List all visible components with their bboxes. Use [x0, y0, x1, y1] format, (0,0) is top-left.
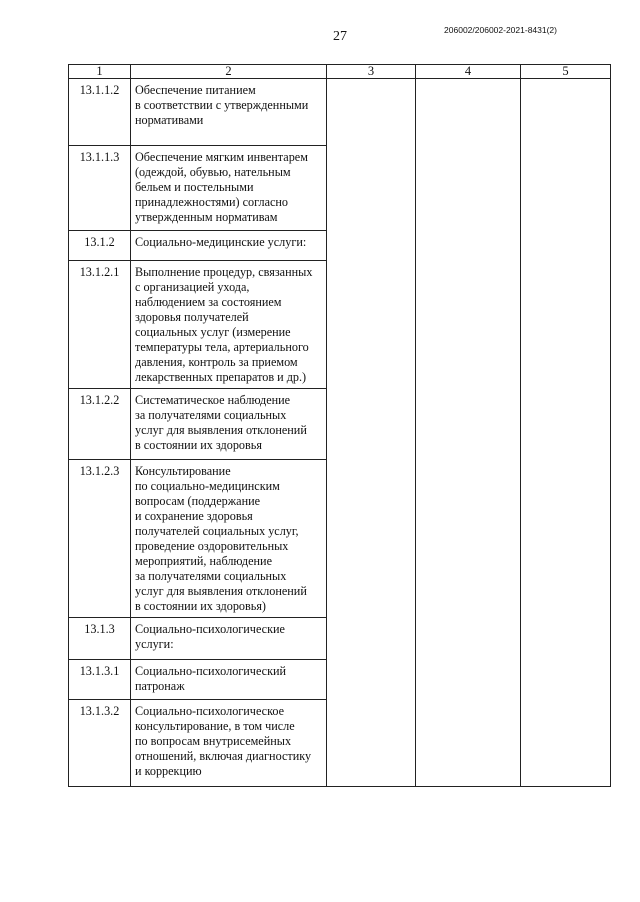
page-number: 27	[333, 29, 347, 44]
column-header: 1	[69, 65, 131, 79]
row-code: 13.1.2	[69, 231, 131, 261]
row-code: 13.1.3.1	[69, 660, 131, 700]
row-description: Социально-психологическое консультирование, в том числе по вопросам внутрисемейных отношений, включая диагностику и коррекцию	[131, 700, 327, 787]
table-header-row	[69, 65, 611, 79]
row-description: Социально-психологический патронаж	[131, 660, 327, 700]
row-description: Обеспечение питанием в соответствии с утвержденными нормативами	[131, 79, 327, 146]
row-code: 13.1.2.1	[69, 261, 131, 389]
row-description: Социально-психологические услуги:	[131, 618, 327, 660]
row-code: 13.1.3	[69, 618, 131, 660]
row-code: 13.1.1.3	[69, 146, 131, 231]
row-description: Выполнение процедур, связанных с организацией ухода, наблюдением за состоянием здоровья получателей социальных услуг (измерение температуры тела, артериального давления, контроль за приемом лекарственных препаратов и др.)	[131, 261, 327, 389]
column-4-cell	[416, 79, 521, 787]
row-description: Консультирование по социально-медицинским вопросам (поддержание и сохранение здоровья получателей социальных услуг, проведение оздоровительных мероприятий, наблюдение за получателями социальных услуг для выявления отклонений в состоянии их здоровья)	[131, 460, 327, 618]
services-table	[68, 64, 611, 787]
row-code: 13.1.1.2	[69, 79, 131, 146]
column-header: 3	[327, 65, 416, 79]
row-description: Социально-медицинские услуги:	[131, 231, 327, 261]
column-header: 2	[131, 65, 327, 79]
column-3-cell	[327, 79, 416, 787]
row-code: 13.1.2.3	[69, 460, 131, 618]
row-description: Систематическое наблюдение за получателями социальных услуг для выявления отклонений в состоянии их здоровья	[131, 389, 327, 460]
column-5-cell	[521, 79, 611, 787]
table-row	[69, 79, 611, 146]
row-code: 13.1.2.2	[69, 389, 131, 460]
column-header: 5	[521, 65, 611, 79]
document-id: 206002/206002-2021-8431(2)	[444, 25, 557, 35]
row-description: Обеспечение мягким инвентарем (одеждой, обувью, нательным бельем и постельными принадлежностями) согласно утвержденным нормативам	[131, 146, 327, 231]
column-header: 4	[416, 65, 521, 79]
row-code: 13.1.3.2	[69, 700, 131, 787]
